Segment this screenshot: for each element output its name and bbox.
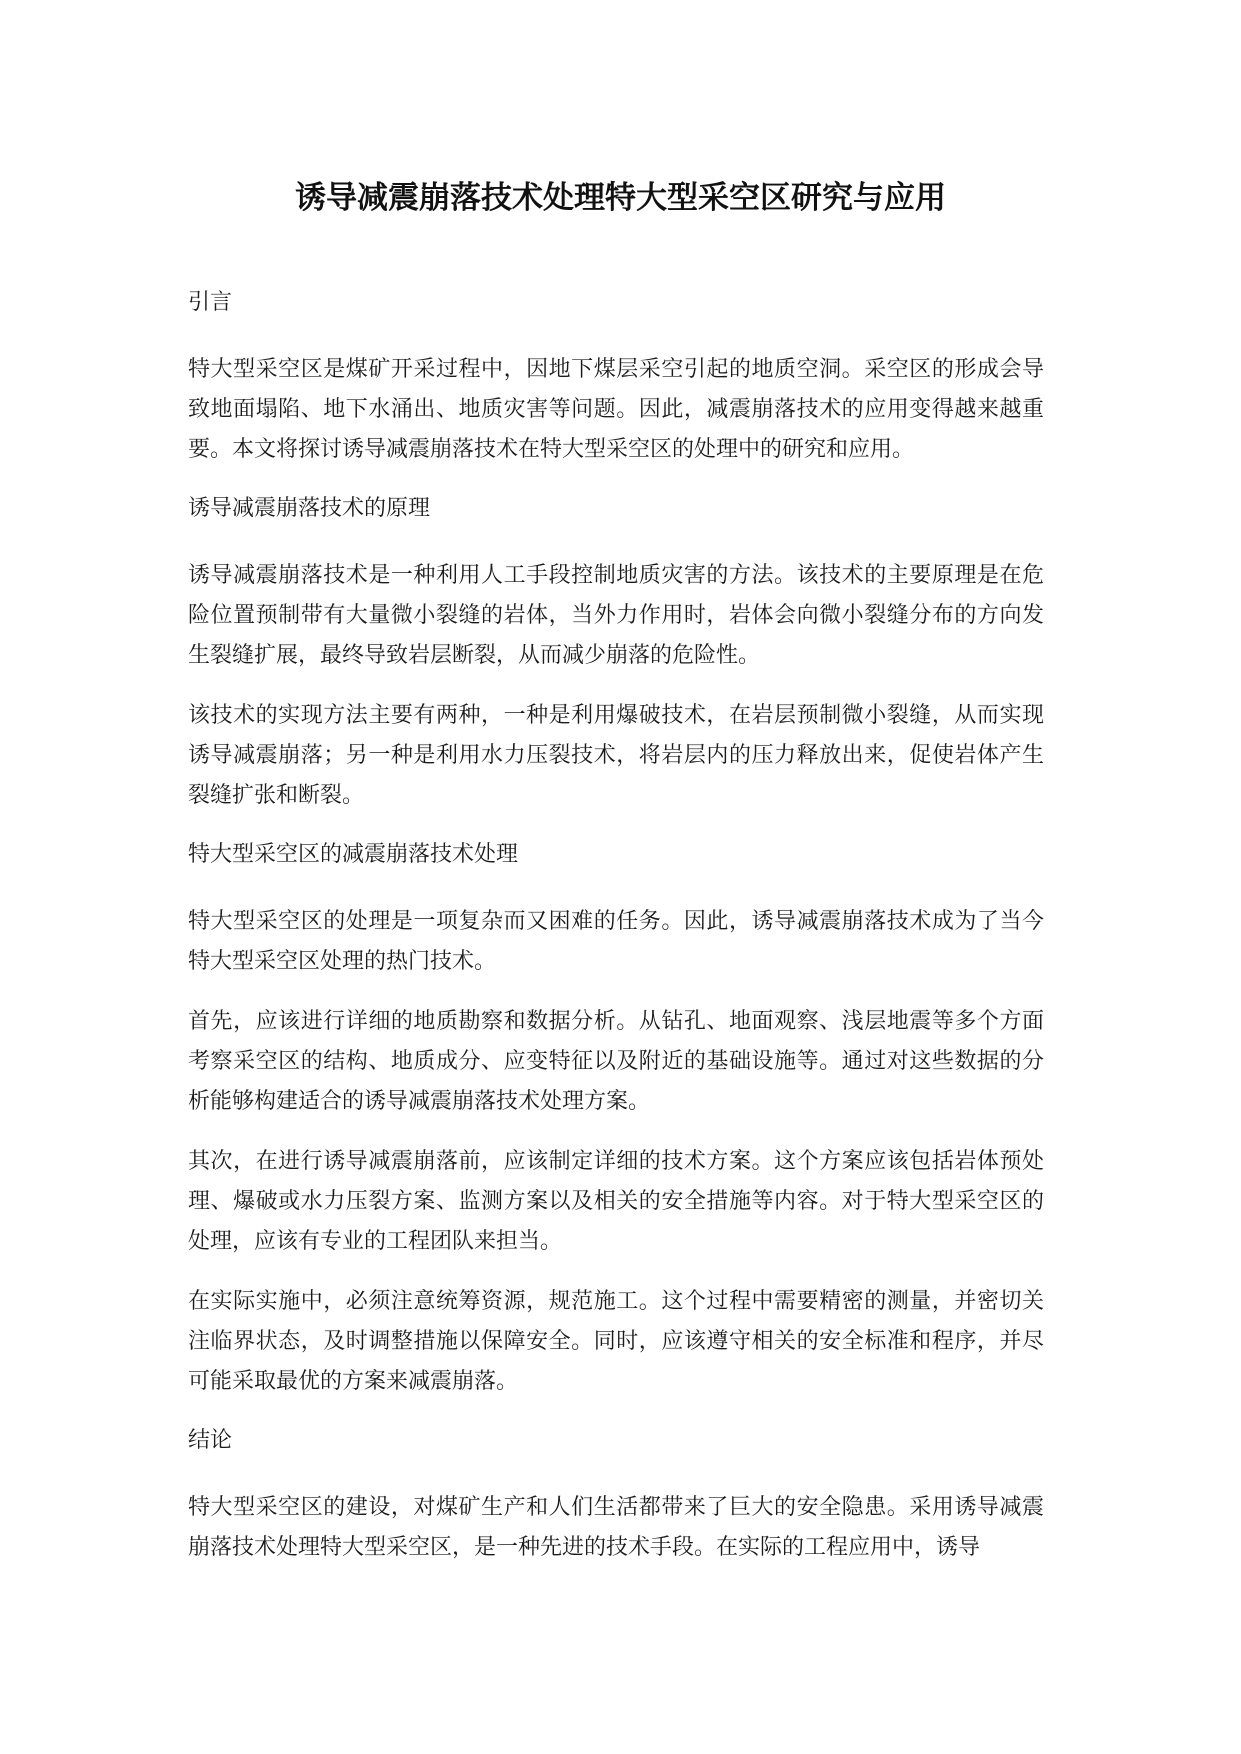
section-heading-conclusion: 结论 — [188, 1428, 233, 1453]
section-heading-principle: 诱导减震崩落技术的原理 — [188, 496, 431, 521]
paragraph-treatment-4: 在实际实施中，必须注意统筹资源，规范施工。这个过程中需要精密的测量，并密切关注临界状态，及时调整措施以保障安全。同时，应该遵守相关的安全标准和程序，并尽可能采取最优的方案来减震崩落。 — [188, 1289, 1044, 1394]
paragraph-intro: 特大型采空区是煤矿开采过程中，因地下煤层采空引起的地质空洞。采空区的形成会导致地面塌陷、地下水涌出、地质灾害等问题。因此，减震崩落技术的应用变得越来越重要。本文将探讨诱导减震崩落技术在特大型采空区的处理中的研究和应用。 — [188, 357, 1044, 462]
paragraph-principle-1: 诱导减震崩落技术是一种利用人工手段控制地质灾害的方法。该技术的主要原理是在危险位置预制带有大量微小裂缝的岩体，当外力作用时，岩体会向微小裂缝分布的方向发生裂缝扩展，最终导致岩层断裂，从而减少崩落的危险性。 — [188, 563, 1044, 668]
document-title: 诱导减震崩落技术处理特大型采空区研究与应用 — [295, 180, 946, 216]
paragraph-principle-2: 该技术的实现方法主要有两种，一种是利用爆破技术，在岩层预制微小裂缝，从而实现诱导减震崩落；另一种是利用水力压裂技术，将岩层内的压力释放出来，促使岩体产生裂缝扩张和断裂。 — [188, 703, 1044, 808]
paragraph-conclusion: 特大型采空区的建设，对煤矿生产和人们生活都带来了巨大的安全隐患。采用诱导减震崩落技术处理特大型采空区，是一种先进的技术手段。在实际的工程应用中，诱导 — [188, 1495, 1044, 1560]
paragraph-treatment-1: 特大型采空区的处理是一项复杂而又困难的任务。因此，诱导减震崩落技术成为了当今特大型采空区处理的热门技术。 — [188, 909, 1044, 974]
paragraph-treatment-2: 首先，应该进行详细的地质勘察和数据分析。从钻孔、地面观察、浅层地震等多个方面考察采空区的结构、地质成分、应变特征以及附近的基础设施等。通过对这些数据的分析能够构建适合的诱导减震崩落技术处理方案。 — [188, 1009, 1044, 1114]
document-body — [188, 284, 1044, 1588]
paragraph-treatment-3: 其次，在进行诱导减震崩落前，应该制定详细的技术方案。这个方案应该包括岩体预处理、爆破或水力压裂方案、监测方案以及相关的安全措施等内容。对于特大型采空区的处理，应该有专业的工程团队来担当。 — [188, 1149, 1044, 1254]
section-heading-intro: 引言 — [188, 290, 233, 315]
section-heading-treatment: 特大型采空区的减震崩落技术处理 — [188, 842, 519, 867]
